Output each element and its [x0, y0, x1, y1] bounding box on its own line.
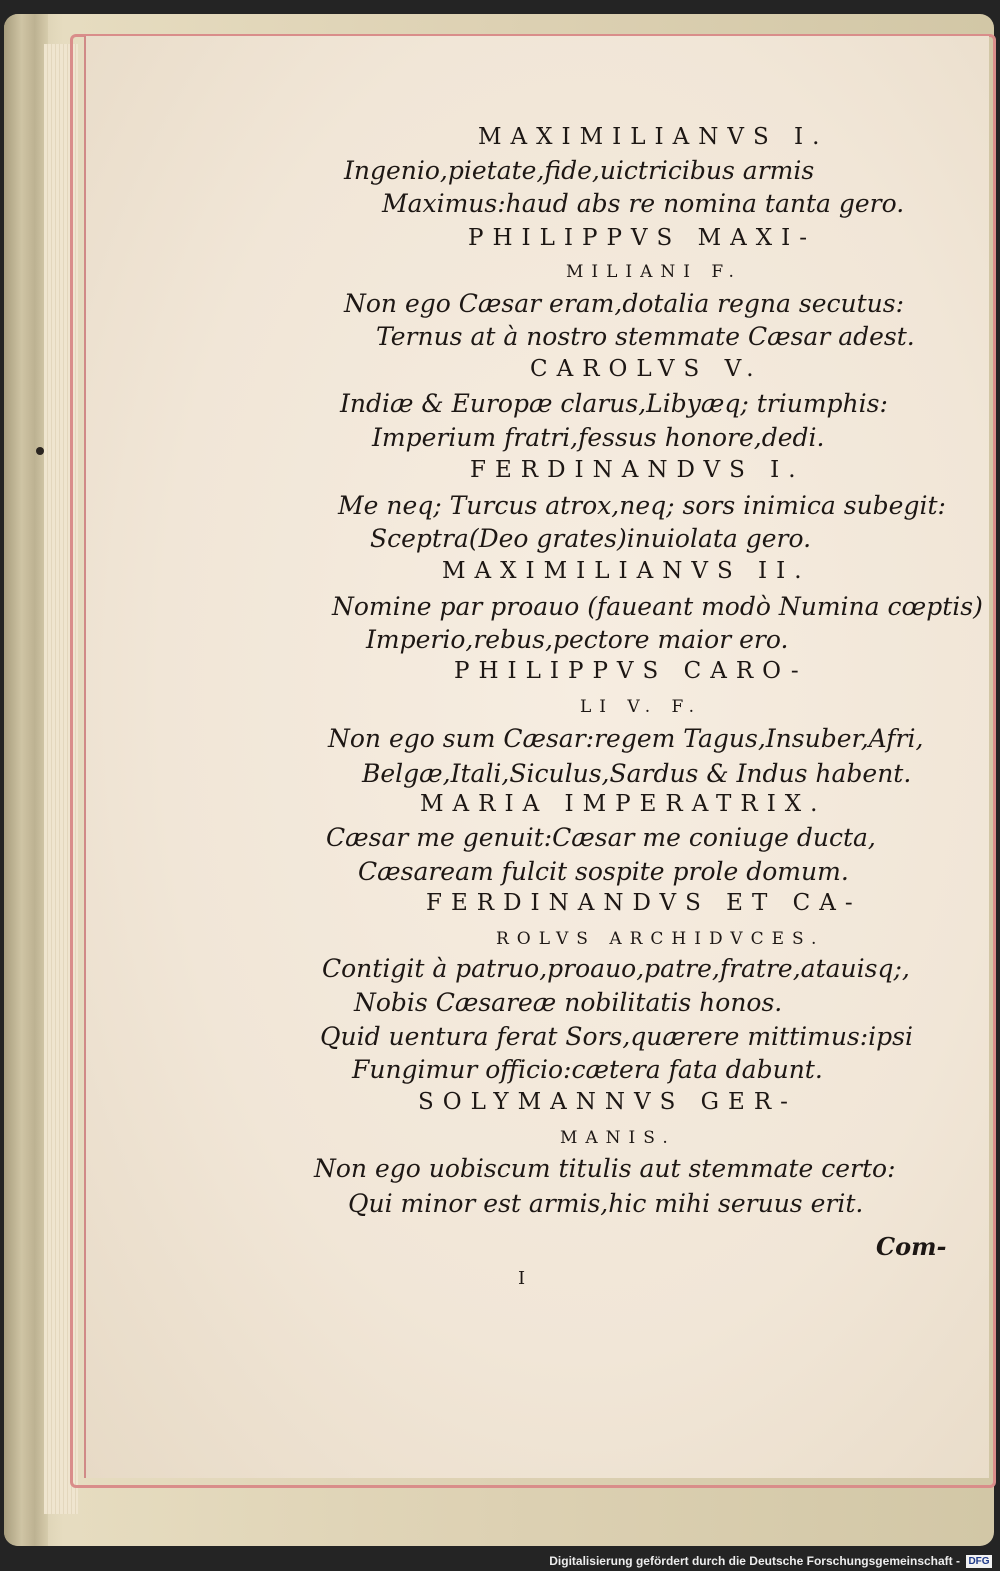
digitization-footer	[0, 1553, 1000, 1571]
heading-continuation: ROLVS ARCHIDVCES.	[496, 929, 825, 949]
verse-line: Indiæ & Europæ clarus,Libyæq; triumphis:	[340, 389, 888, 418]
heading-continuation: LI V. F.	[580, 697, 703, 717]
verse-line: Sceptra(Deo grates)inuiolata gero.	[370, 524, 812, 553]
signature-mark: I	[518, 1268, 526, 1289]
page-leaf	[84, 36, 989, 1478]
dfg-logo-icon: DFG	[966, 1555, 992, 1568]
heading-philippus-caro: PHILIPPVS CARO-	[454, 658, 808, 684]
verse-line: Maximus:haud abs re nomina tanta gero.	[382, 189, 905, 218]
heading-ferdinandus-i: FERDINANDVS I.	[470, 457, 805, 483]
catchword: Com-	[876, 1232, 947, 1261]
funding-credit: Digitalisierung gefördert durch die Deutsche Forschungsgemeinschaft -	[549, 1554, 960, 1568]
text-block	[86, 36, 989, 1478]
verse-line: Nobis Cæsareæ nobilitatis honos.	[354, 988, 783, 1017]
verse-line: Ternus at à nostro stemmate Cæsar adest.	[376, 322, 915, 351]
ink-dot	[36, 447, 44, 455]
heading-carolus-v: CAROLVS V.	[530, 356, 763, 382]
verse-line: Non ego Cæsar eram,dotalia regna secutus:	[344, 289, 905, 318]
verse-line: Non ego sum Cæsar:regem Tagus,Insuber,Afri,	[328, 724, 924, 753]
heading-philippus-maxi: PHILIPPVS MAXI-	[468, 225, 816, 251]
heading-continuation: MANIS.	[560, 1128, 676, 1148]
verse-line: Nomine par proauo (faueant modò Numina cœptis)	[332, 592, 983, 621]
verse-line: Belgæ,Itali,Siculus,Sardus & Indus habent.	[362, 759, 912, 788]
heading-maximilianus-i: MAXIMILIANVS I.	[478, 124, 829, 150]
verse-line: Imperio,rebus,pectore maior ero.	[366, 625, 789, 654]
heading-maria-imperatrix: MARIA IMPERATRIX.	[420, 791, 827, 817]
verse-line: Cæsaream fulcit sospite prole domum.	[358, 857, 849, 886]
verse-line: Non ego uobiscum titulis aut stemmate certo:	[314, 1154, 896, 1183]
heading-maximilianus-ii: MAXIMILIANVS II.	[442, 558, 811, 584]
verse-line: Contigit à patruo,proauo,patre,fratre,atauisq;,	[322, 954, 910, 983]
heading-ferdinandus-et-ca: FERDINANDVS ET CA-	[426, 890, 862, 916]
heading-continuation: MILIANI F.	[566, 262, 742, 282]
heading-solymannus-ger: SOLYMANNVS GER-	[418, 1089, 797, 1115]
verse-line: Qui minor est armis,hic mihi seruus erit.	[348, 1189, 864, 1218]
verse-line: Imperium fratri,fessus honore,dedi.	[372, 423, 825, 452]
verse-line: Quid uentura ferat Sors,quærere mittimus:ipsi	[320, 1022, 914, 1051]
verse-line: Me neq; Turcus atrox,neq; sors inimica subegit:	[338, 491, 946, 520]
book-spine	[4, 14, 48, 1546]
verse-line: Cæsar me genuit:Cæsar me coniuge ducta,	[326, 823, 876, 852]
verse-line: Fungimur officio:cætera fata dabunt.	[352, 1055, 823, 1084]
verse-line: Ingenio,pietate,fide,uictricibus armis	[344, 156, 815, 185]
